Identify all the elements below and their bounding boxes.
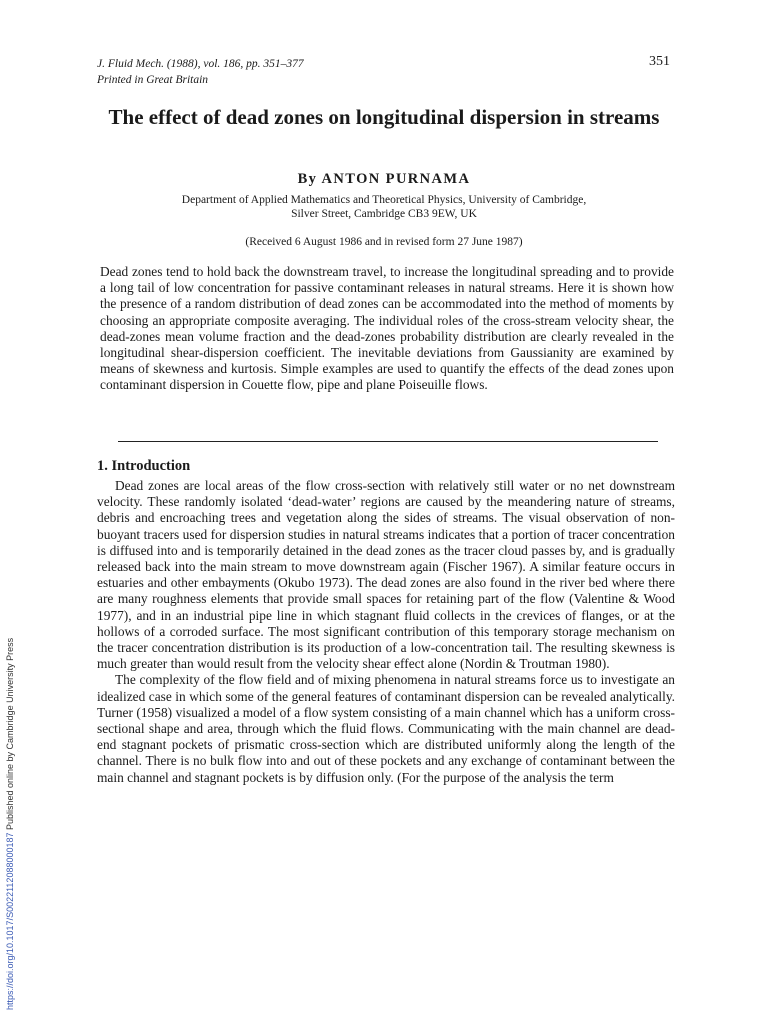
article-title: The effect of dead zones on longitudinal dispersion in streams [108, 105, 660, 129]
journal-citation [97, 56, 304, 88]
author-line: By ANTON PURNAMA [297, 171, 471, 187]
doi-margin-text [4, 638, 16, 1010]
received-dates: (Received 6 August 1986 and in revised form 27 June 1987) [245, 236, 523, 248]
section-heading-introduction: 1. Introduction [97, 458, 191, 474]
abstract-divider [118, 441, 658, 442]
introduction-body [97, 478, 675, 786]
affiliation [100, 193, 668, 221]
publisher-note: Published online by Cambridge University Press [5, 637, 15, 833]
page-number: 351 [649, 54, 670, 69]
doi-link[interactable]: https://doi.org/10.1017/S0022112088000187 [5, 832, 15, 1010]
printed-line: Printed in Great Britain [97, 74, 209, 86]
affiliation-line-1: Department of Applied Mathematics and Theoretical Physics, University of Cambridge, [181, 194, 587, 206]
doi-margin-strip [4, 637, 18, 1010]
intro-paragraph-1: Dead zones are local areas of the flow cross-section with relatively still water or no net downstream velocity. These randomly isolated ‘dead-water’ regions are caused by the meandering nature of streams, debris and encroaching trees and vegetation along the sides of streams. The visual observation of non-buoyant tracers used for dispersion studies in natural streams indicates that a portion of tracer concentration is diffused into and is temporarily detained in the dead zones as the tracer cloud passes by, and is gradually released back into the main stream to move downstream again (Fischer 1967). A similar feature occurs in estuaries and other embayments (Okubo 1973). The dead zones are also found in the river bed where there are many roughness elements that provide small spaces for retaining part of the flow (Valentine & Wood 1977), and in an industrial pipe line in which stagnant fluid collects in the crevices of flanges, or at the hollows of a corroded surface. The most significant contribution of this temporary storage mechanism on the tracer concentration distribution is its production of a low-concentration tail. The resulting skewness is much greater than would result from the velocity shear effect alone (Nordin & Troutman 1980). [97, 478, 675, 672]
journal-line: J. Fluid Mech. (1988), vol. 186, pp. 351–377 [97, 58, 304, 70]
abstract: Dead zones tend to hold back the downstream travel, to increase the longitudinal spreading and to provide a long tail of low concentration for passive contaminant releases in natural streams. Here it is shown how the presence of a random distribution of dead zones can be accommodated into the method of moments by choosing an appropriate composite averaging. The individual roles of the cross-stream velocity shear, the dead-zones mean volume fraction and the dead-zones probability distribution are clearly revealed in the longitudinal shear-dispersion coefficient. The inevitable deviations from Gaussianity are examined by means of skewness and kurtosis. Simple examples are used to quantify the effects of the dead zones upon contaminant dispersion in Couette flow, pipe and plane Poiseuille flows. [100, 264, 674, 393]
intro-paragraph-2: The complexity of the flow field and of mixing phenomena in natural streams force us to investigate an idealized case in which some of the general features of contaminant dispersion can be revealed analytically. Turner (1958) visualized a model of a flow system consisting of a main channel which has a uniform cross-sectional shape and area, through which the fluid flows. Communicating with the main channel are dead-end stagnant pockets of prismatic cross-section which are distributed uniformly along the length of the channel. There is no bulk flow into and out of these pockets and any exchange of contaminant between the main channel and stagnant pockets is by diffusion only. (For the purpose of the analysis the term [97, 672, 675, 785]
affiliation-line-2: Silver Street, Cambridge CB3 9EW, UK [291, 208, 477, 220]
